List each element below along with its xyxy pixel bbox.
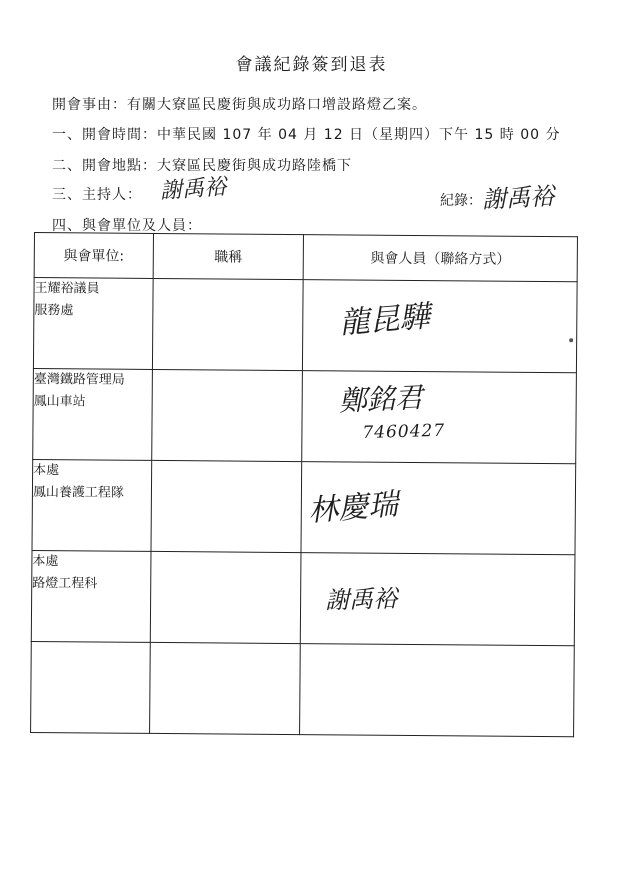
ink-dot bbox=[569, 338, 573, 342]
unit-cell bbox=[33, 278, 153, 370]
table-row bbox=[33, 368, 577, 463]
title-cell bbox=[151, 460, 302, 552]
unit-line: 服務處 bbox=[34, 303, 74, 319]
attendee-signature: 龍昆驊 bbox=[338, 299, 431, 342]
unit-line bbox=[32, 642, 150, 643]
attendee-cell bbox=[301, 462, 576, 555]
attendee-signature: 林慶瑞 bbox=[307, 486, 400, 530]
unit-line: 臺灣鐵路管理局 bbox=[33, 372, 125, 388]
table-row bbox=[32, 459, 576, 554]
unit-cell bbox=[31, 550, 151, 642]
attendee-signature: 鄭銘君 bbox=[338, 380, 424, 418]
meeting-subject: 開會事由：有關大寮區民慶街與成功路口增設路燈乙案。 bbox=[52, 97, 427, 113]
unit-line: 本處 bbox=[33, 463, 60, 479]
attendee-contact: 7460427 bbox=[362, 420, 446, 444]
title-cell bbox=[150, 551, 301, 643]
unit-line: 本處 bbox=[32, 553, 59, 570]
unit-cell bbox=[31, 641, 151, 733]
unit-line: 鳳山養護工程隊 bbox=[32, 485, 125, 501]
host-label: 三、主持人： bbox=[52, 187, 142, 203]
recorder-signature: 謝禹裕 bbox=[481, 182, 555, 214]
attendees-label: 四、與會單位及人員： bbox=[52, 218, 202, 234]
unit-line: 鳳山車站 bbox=[33, 394, 86, 410]
title-cell bbox=[152, 369, 303, 461]
unit-line: 路燈工程科 bbox=[32, 575, 98, 592]
title-cell bbox=[152, 278, 303, 370]
table-row bbox=[31, 641, 575, 736]
unit-line bbox=[32, 642, 150, 643]
header-attendee: 與會人員（聯絡方式） bbox=[303, 235, 577, 282]
table-row bbox=[33, 278, 577, 373]
title-cell bbox=[150, 642, 301, 734]
attendee-cell bbox=[302, 371, 577, 464]
header-title: 職稱 bbox=[153, 233, 304, 279]
meeting-time: 一、開會時間：中華民國 107 年 04 月 12 日（星期四）下午 15 時 00 分 bbox=[52, 127, 561, 143]
attendee-cell bbox=[303, 280, 578, 373]
header-unit: 與會單位: bbox=[34, 233, 153, 279]
unit-line: 王耀裕議員 bbox=[34, 281, 100, 297]
host-signature: 謝禹裕 bbox=[159, 174, 227, 205]
attendee-cell bbox=[300, 553, 575, 646]
meeting-place: 二、開會地點：大寮區民慶街與成功路陸橋下 bbox=[52, 158, 352, 174]
document-title: 會議紀錄簽到退表 bbox=[235, 55, 388, 75]
unit-cell bbox=[33, 368, 153, 460]
table-row bbox=[31, 550, 575, 645]
table-header-row bbox=[34, 233, 577, 282]
unit-cell bbox=[32, 459, 152, 551]
attendee-signature: 謝禹裕 bbox=[324, 584, 398, 615]
recorder-label: 紀錄： bbox=[440, 193, 482, 209]
attendee-cell bbox=[300, 644, 575, 737]
attendance-table bbox=[30, 232, 578, 737]
